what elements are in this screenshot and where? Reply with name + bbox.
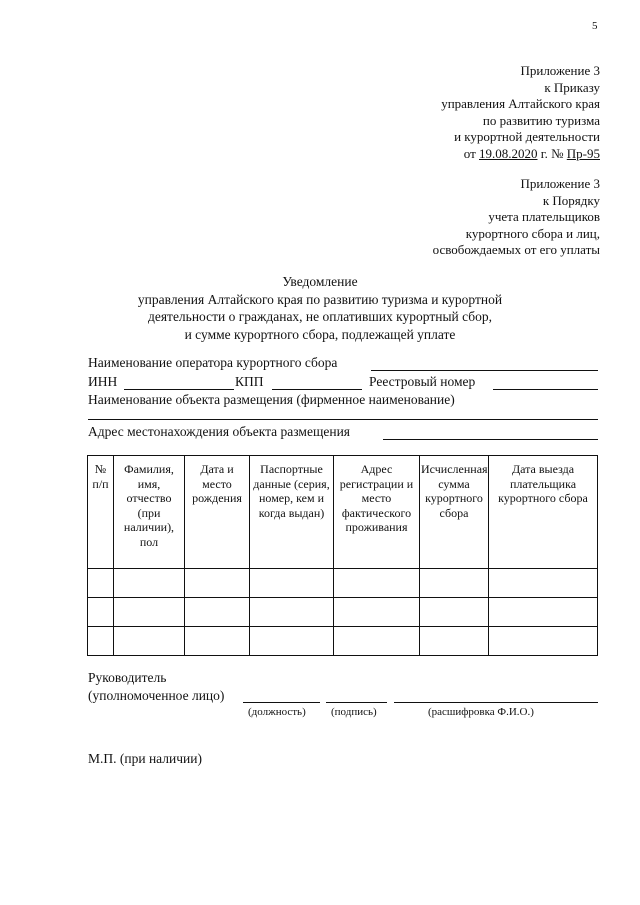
object-name-input-line[interactable] (88, 419, 598, 420)
inn-input-line[interactable] (124, 389, 234, 390)
table-cell[interactable] (334, 598, 420, 627)
table-cell[interactable] (185, 627, 250, 656)
table-cell[interactable] (114, 627, 185, 656)
table-cell[interactable] (114, 598, 185, 627)
table-cell[interactable] (420, 569, 489, 598)
table-cell[interactable] (88, 598, 114, 627)
column-header-number: № п/п (88, 456, 114, 569)
head-label: Руководитель (88, 670, 167, 685)
appendix-procedure-line: к Порядку (542, 192, 600, 208)
full-name-input-line[interactable] (394, 702, 598, 703)
order-date-prefix: от (463, 145, 479, 161)
table-cell[interactable] (88, 627, 114, 656)
appendix-order-line: к Приказу (544, 79, 600, 95)
full-name-caption: (расшифровка Ф.И.О.) (428, 706, 534, 718)
column-header-birth: Дата и место рождения (185, 456, 250, 569)
column-header-full-name: Фамилия, имя, отчество (при наличии), пол (114, 456, 185, 569)
authorized-person-label: (уполномоченное лицо) (88, 688, 225, 703)
table-cell[interactable] (250, 569, 334, 598)
order-number: Пр-95 (566, 145, 600, 161)
operator-input-line[interactable] (371, 370, 598, 371)
title-heading: Уведомление (282, 274, 358, 289)
table-cell[interactable] (334, 627, 420, 656)
page-number: 5 (592, 20, 598, 32)
object-name-label: Наименование объекта размещения (фирменное наименование) (88, 392, 455, 407)
registry-label: Реестровый номер (369, 374, 476, 389)
table-header-row (88, 456, 598, 569)
order-date: 19.08.2020 (479, 145, 538, 161)
appendix-order-line: управления Алтайского края (441, 96, 600, 112)
table-cell[interactable] (114, 569, 185, 598)
title-line: управления Алтайского края по развитию туризма и курортной (137, 291, 503, 307)
table-cell[interactable] (185, 598, 250, 627)
appendix-procedure-line: курортного сбора и лиц, (465, 225, 600, 241)
order-date-line (441, 146, 600, 163)
table-cell[interactable] (88, 569, 114, 598)
appendix-procedure-block (433, 176, 600, 259)
appendix-procedure-line: освобождаемых от его уплаты (432, 242, 600, 258)
table-cell[interactable] (250, 627, 334, 656)
kpp-input-line[interactable] (272, 389, 362, 390)
table-cell[interactable] (489, 598, 598, 627)
table-cell[interactable] (250, 598, 334, 627)
appendix-order-block (441, 63, 600, 163)
table-cell[interactable] (334, 569, 420, 598)
table-row (88, 598, 598, 627)
address-label: Адрес местонахождения объекта размещения (88, 424, 351, 439)
appendix-order-line: по развитию туризма (482, 112, 600, 128)
address-input-line[interactable] (383, 439, 598, 440)
order-number-prefix: г. № (537, 145, 567, 161)
table-row (88, 627, 598, 656)
table-cell[interactable] (420, 598, 489, 627)
guests-table (87, 455, 598, 656)
inn-label: ИНН (88, 374, 118, 389)
column-header-address: Адрес регистрации и место фактического проживания (334, 456, 420, 569)
appendix-order-line: Приложение 3 (520, 63, 600, 78)
position-input-line[interactable] (243, 702, 320, 703)
kpp-label: КПП (235, 374, 264, 389)
title-line: и сумме курортного сбора, подлежащей уплате (184, 326, 456, 342)
position-caption: (должность) (248, 706, 306, 718)
table-row (88, 569, 598, 598)
title-line: деятельности о гражданах, не оплативших курортный сбор, (147, 309, 493, 324)
column-header-passport: Паспортные данные (серия, номер, кем и когда выдан) (250, 456, 334, 569)
column-header-amount: Исчисленная сумма курортного сбора (420, 456, 489, 569)
table-cell[interactable] (420, 627, 489, 656)
signature-input-line[interactable] (326, 702, 387, 703)
table-cell[interactable] (185, 569, 250, 598)
stamp-label: М.П. (при наличии) (88, 751, 202, 766)
registry-input-line[interactable] (493, 389, 598, 390)
signature-caption: (подпись) (331, 706, 377, 718)
column-header-departure-date: Дата выезда плательщика курортного сбора (489, 456, 598, 569)
operator-label: Наименование оператора курортного сбора (88, 355, 338, 370)
table-cell[interactable] (489, 569, 598, 598)
appendix-procedure-line: учета плательщиков (488, 209, 600, 225)
appendix-order-line: и курортной деятельности (454, 129, 600, 145)
table-cell[interactable] (489, 627, 598, 656)
document-title (80, 273, 560, 343)
appendix-procedure-line: Приложение 3 (520, 176, 600, 191)
